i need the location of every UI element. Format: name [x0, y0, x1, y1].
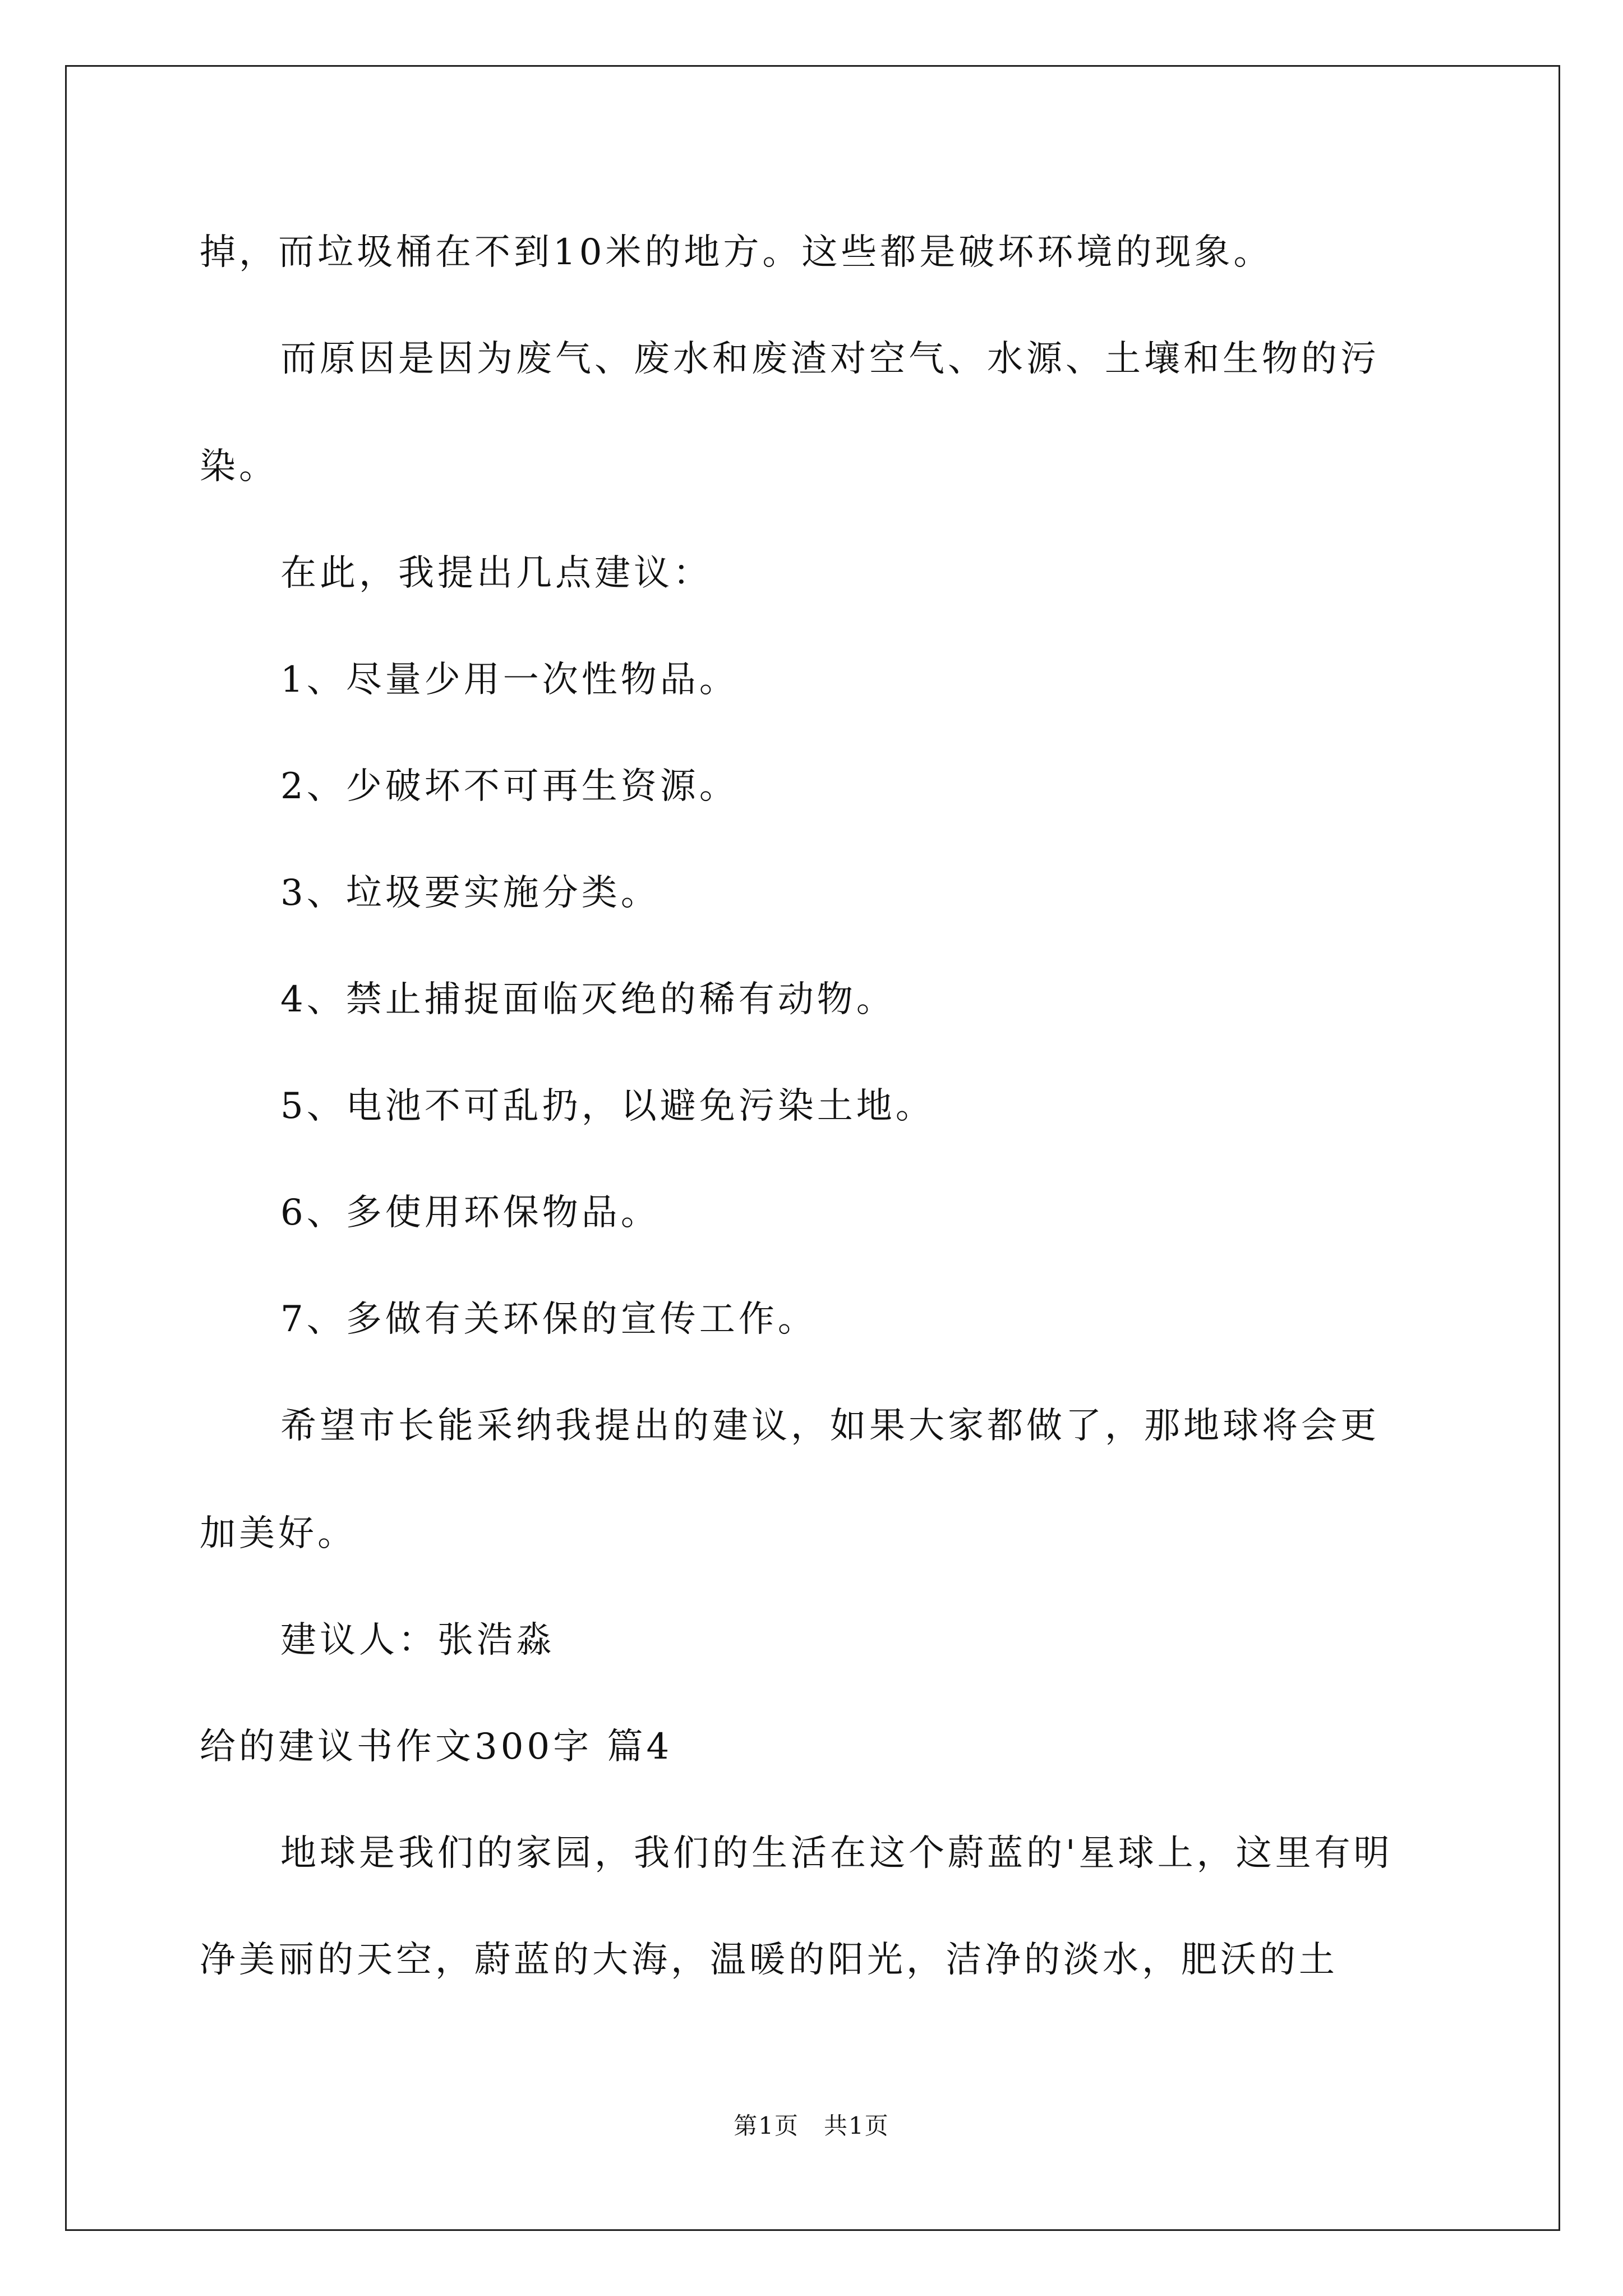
text-line: 加美好。: [200, 1513, 357, 1554]
list-item: 1、尽量少用一次性物品。: [280, 659, 739, 701]
text-line: 净美丽的天空，蔚蓝的大海，温暖的阳光，洁净的淡水，肥沃的土: [200, 1939, 1338, 1981]
list-item: 4、禁止捕捉面临灭绝的稀有动物。: [280, 979, 896, 1020]
section-heading: 给的建议书作文300字 篇4: [200, 1726, 673, 1768]
text-line: 地球是我们的家园，我们的生活在这个蔚蓝的'星球上，这里有明: [280, 1833, 1393, 1874]
text-line: 而原因是因为废气、废水和废渣对空气、水源、土壤和生物的污: [280, 338, 1380, 380]
list-item: 7、多做有关环保的宣传工作。: [280, 1299, 817, 1340]
text-line: 染。: [200, 446, 278, 487]
list-item: 6、多使用环保物品。: [280, 1192, 660, 1234]
list-item: 2、少破坏不可再生资源。: [280, 766, 739, 807]
text-line: 掉，而垃圾桶在不到10米的地方。这些都是破坏环境的现象。: [200, 232, 1273, 273]
signature-line: 建议人：张浩淼: [280, 1619, 555, 1661]
text-line: 希望市长能采纳我提出的建议，如果大家都做了，那地球将会更: [280, 1405, 1380, 1447]
page-border: [65, 65, 1560, 2231]
text-line: 在此，我提出几点建议：: [280, 553, 712, 594]
page-footer: 第1页 共1页: [734, 2112, 889, 2139]
list-item: 5、电池不可乱扔，以避免污染土地。: [280, 1085, 935, 1127]
list-item: 3、垃圾要实施分类。: [280, 872, 660, 914]
